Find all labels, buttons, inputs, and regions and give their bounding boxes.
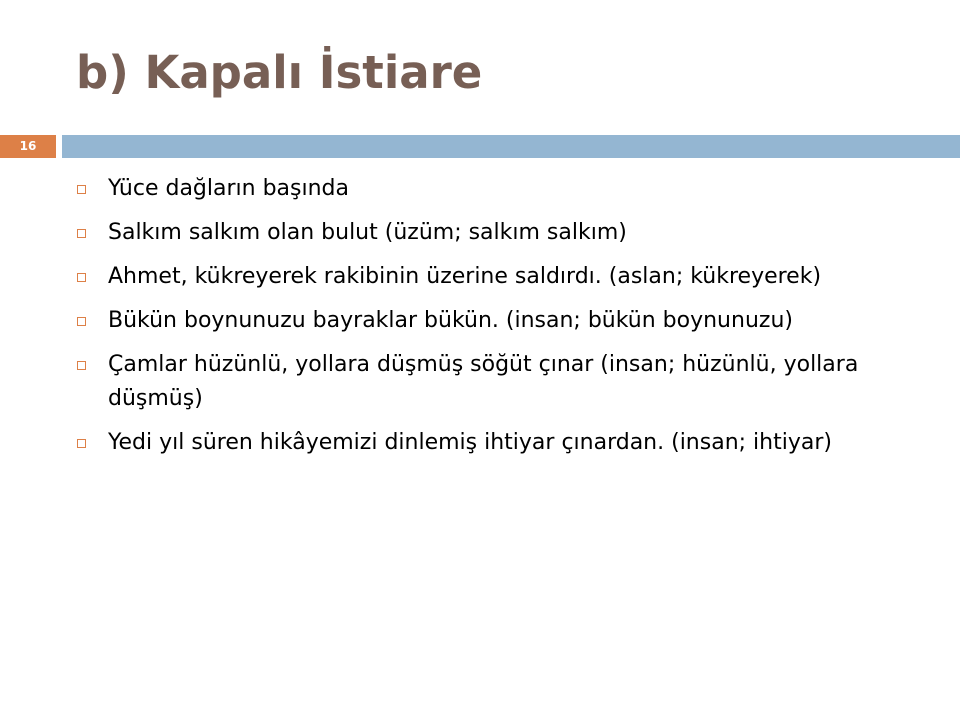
bullet-item [76,426,916,460]
hollow-square-bullet-icon [77,439,86,448]
slide-number-badge: 16 [0,135,56,158]
bullet-text: Yüce dağların başında [108,176,349,201]
bullet-text: Bükün boynunuzu bayraklar bükün. (insan; bükün boynunuzu) [108,308,793,333]
hollow-square-bullet-icon [77,273,86,282]
bullet-item [76,260,916,294]
bullet-text: Salkım salkım olan bulut (üzüm; salkım salkım) [108,220,627,245]
title-divider-bar [62,135,960,158]
hollow-square-bullet-icon [77,185,86,194]
bullet-list [76,172,916,470]
bullet-item [76,172,916,206]
bullet-text: Çamlar hüzünlü, yollara düşmüş söğüt çınar (insan; hüzünlü, yollara düşmüş) [108,352,859,411]
hollow-square-bullet-icon [77,361,86,370]
bullet-item [76,304,916,338]
bullet-item [76,216,916,250]
bullet-text: Ahmet, kükreyerek rakibinin üzerine saldırdı. (aslan; kükreyerek) [108,264,822,289]
slide-title: b) Kapalı İstiare [76,46,483,99]
hollow-square-bullet-icon [77,317,86,326]
bullet-text: Yedi yıl süren hikâyemizi dinlemiş ihtiyar çınardan. (insan; ihtiyar) [108,430,832,455]
hollow-square-bullet-icon [77,229,86,238]
bullet-item [76,348,916,416]
